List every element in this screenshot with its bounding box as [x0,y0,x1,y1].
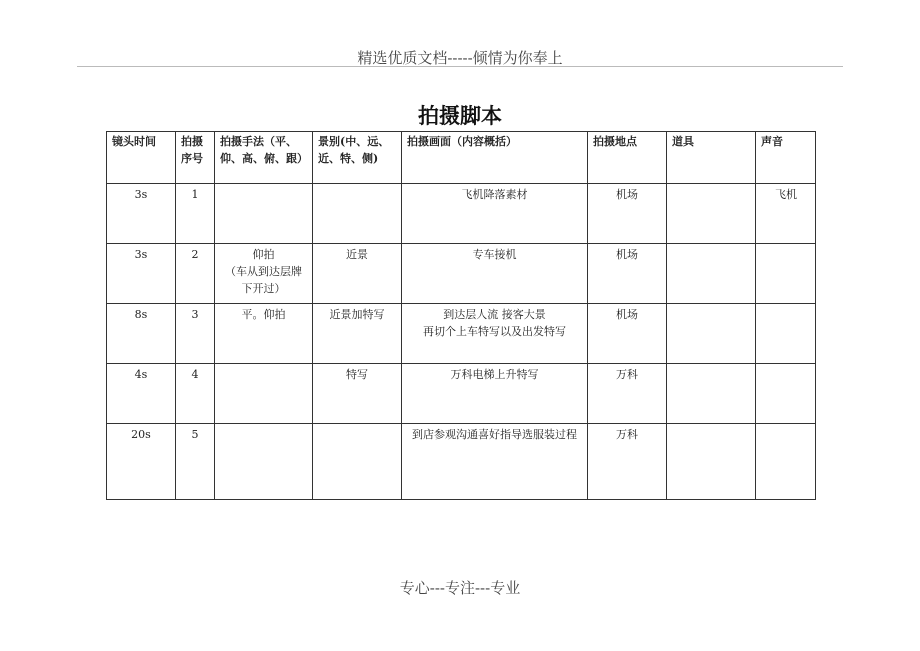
cell-method-text: 平。仰拍 [241,308,286,321]
cell-time: 3s [107,244,176,304]
document-title: 拍摄脚本 [418,104,502,128]
cell-content-line-1: 飞机降落素材 [461,188,528,201]
header-divider [77,66,843,67]
cell-location: 万科 [588,424,667,500]
cell-content [402,424,588,500]
cell-method-text: 仰拍 [252,248,275,261]
cell-sound: 飞机 [756,184,816,244]
cell-content-line-1: 到达层人流 接客大景 [443,308,546,321]
cell-number: 4 [176,364,215,424]
cell-location: 万科 [588,364,667,424]
column-header-location: 拍摄地点 [588,132,667,184]
cell-shot-size: 近景加特写 [313,304,402,364]
column-header-shot-size: 景别(中、远、近、特、侧) [313,132,402,184]
cell-method-note: （车从到达层牌下开过） [225,265,302,295]
table-row [107,304,816,364]
cell-location: 机场 [588,304,667,364]
cell-method [215,364,313,424]
cell-method [215,304,313,364]
cell-number: 5 [176,424,215,500]
cell-sound [756,244,816,304]
table-row [107,184,816,244]
column-header-method: 拍摄手法（平、仰、高、俯、跟） [215,132,313,184]
cell-location: 机场 [588,244,667,304]
cell-sound [756,304,816,364]
cell-number: 1 [176,184,215,244]
table-header-row [107,132,816,184]
column-header-props: 道具 [667,132,756,184]
cell-number: 2 [176,244,215,304]
cell-props [667,244,756,304]
cell-props [667,424,756,500]
page-footer-text: 专心---专注---专业 [399,579,521,597]
column-header-sound: 声音 [756,132,816,184]
cell-content [402,304,588,364]
column-header-content: 拍摄画面（内容概括） [402,132,588,184]
cell-time: 4s [107,364,176,424]
cell-props [667,304,756,364]
cell-content-line-1: 万科电梯上升特写 [450,368,539,381]
cell-time: 3s [107,184,176,244]
cell-method [215,424,313,500]
cell-time: 8s [107,304,176,364]
cell-number: 3 [176,304,215,364]
cell-shot-size [313,424,402,500]
cell-sound [756,424,816,500]
cell-content [402,184,588,244]
cell-content-line-2: 再切个上车特写以及出发特写 [423,325,566,338]
cell-content [402,364,588,424]
cell-props [667,184,756,244]
cell-content-line-1: 专车接机 [472,248,517,261]
cell-location: 机场 [588,184,667,244]
cell-props [667,364,756,424]
cell-shot-size [313,184,402,244]
cell-shot-size: 特写 [313,364,402,424]
cell-content [402,244,588,304]
cell-time: 20s [107,424,176,500]
shooting-script-table [106,131,816,500]
column-header-time: 镜头时间 [107,132,176,184]
cell-sound [756,364,816,424]
table-row [107,424,816,500]
column-header-number: 拍摄序号 [176,132,215,184]
cell-shot-size: 近景 [313,244,402,304]
cell-method [215,244,313,304]
table-row [107,364,816,424]
cell-content-line-1: 到店参观沟通喜好指导选服装过程 [412,428,577,441]
cell-method [215,184,313,244]
table-row [107,244,816,304]
page-header-text: 精选优质文档-----倾情为你奉上 [357,49,563,67]
